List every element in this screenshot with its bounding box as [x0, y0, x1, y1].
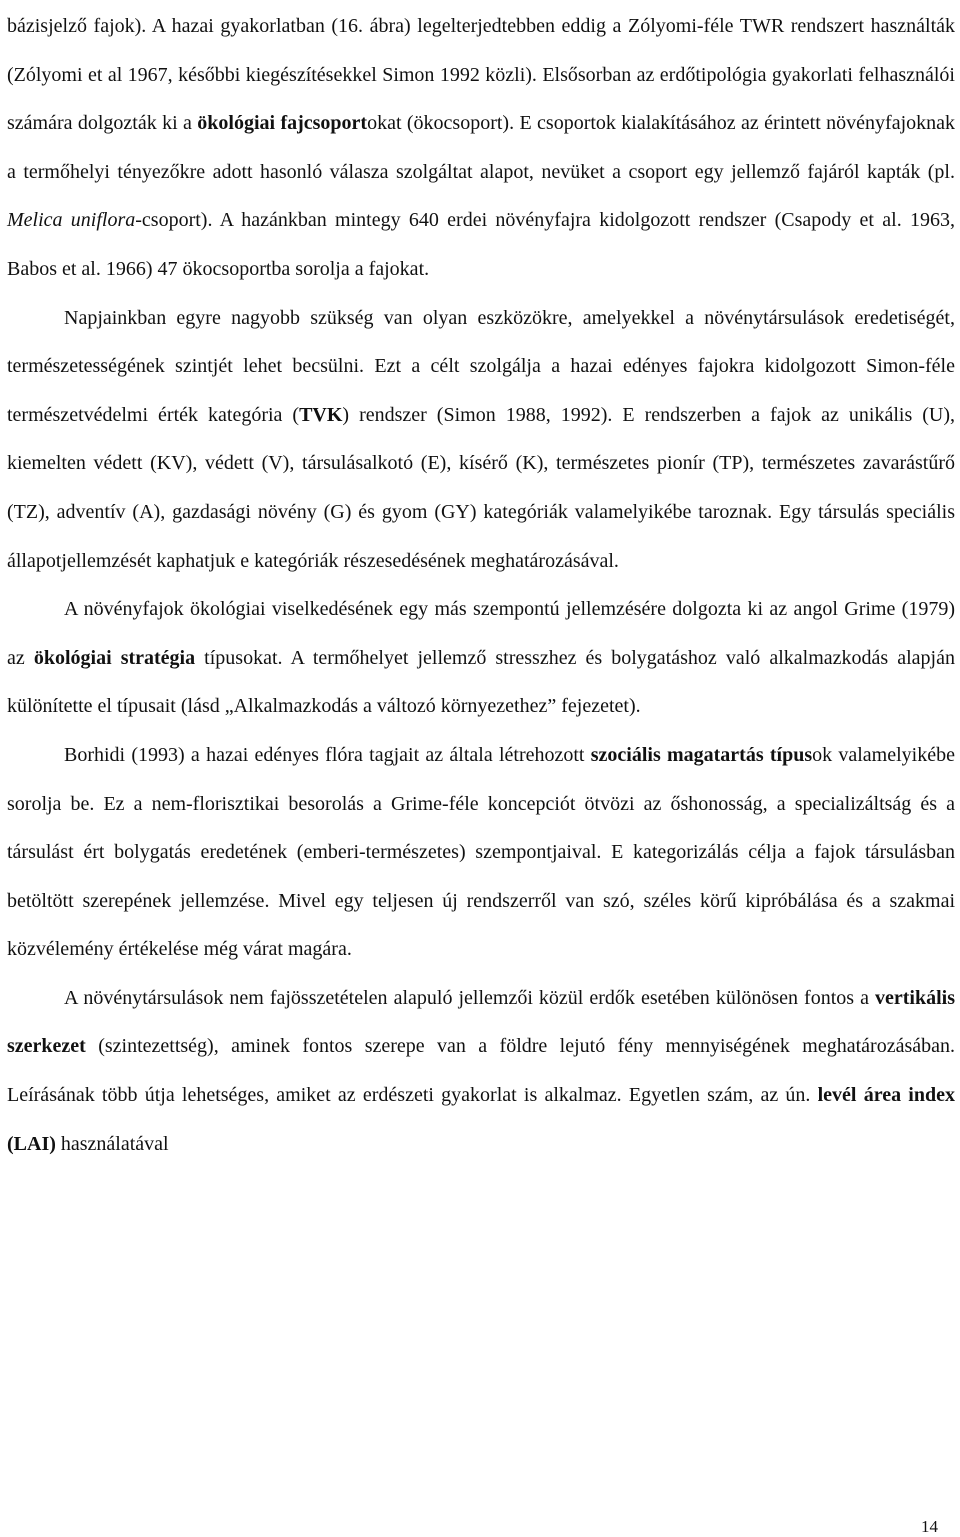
bold-term: ökológiai fajcsoport — [197, 112, 368, 135]
page-number: 14 — [921, 1517, 938, 1536]
text-run: okat (ökocsoport). E csoportok kialakításához az érintett növényfajoknak a termőhelyi tényezőkre adott hasonló válasza szolgáltat alapot, nevüket a csoport egy jellemző fajáról kapták (pl. — [7, 112, 956, 183]
text-run: használatával — [55, 1132, 169, 1155]
text-run: -csoport). A hazánkban mintegy 640 erdei növényfajra kidolgozott rendszer (Csapody et al. 1963, Babos et al. 1966) 47 ökocsoportba sorolja a fajokat. — [7, 209, 955, 280]
paragraph — [7, 294, 955, 586]
bold-term: vertikális szerkezet — [7, 986, 955, 1058]
paragraph — [7, 2, 955, 294]
text-run: Borhidi (1993) a hazai edényes flóra tagjait az általa létrehozott — [64, 743, 591, 766]
text-run: bázisjelző fajok). A hazai gyakorlatban (16. ábra) legelterjedtebben eddig a Zólyomi-féle TWR rendszert használták (Zólyomi et al 1967, későbbi kiegészítésekkel Simon 1992 közli). Elsősorban az erdőtipológia gyakorlati felhasználói számára dolgozták ki a — [7, 15, 955, 135]
text-run: (szintezettség), aminek fontos szerepe van a földre lejutó fény mennyiségének meghatározásában. Leírásának több útja lehetséges, amiket az erdészeti gyakorlat is alkalmaz. Egyetlen szám, az ún. — [7, 1035, 955, 1107]
text-run: Napjainkban egyre nagyobb szükség van olyan eszközökre, amelyekkel a növénytársulások eredetiségét, természetességének szintjét lehet becsülni. Ezt a célt szolgálja a hazai edényes fajokra kidolgozott Simon-féle természetvédelmi érték kategória ( — [7, 306, 955, 426]
paragraph — [7, 585, 955, 731]
text-run: ok valamelyikébe sorolja be. Ez a nem-florisztikai besorolás a Grime-féle koncepciót ötvözi az őshonosság, a specializáltság és a társulást ért bolygatás eredetének (emberi-természetes) szempontjaival. E kategorizálás célja a fajok társulásban betöltött szerepének jellemzése. Mivel egy teljesen új rendszerről van szó, széles körű kipróbálása és a szakmai közvélemény értékelése még várat magára. — [7, 743, 955, 961]
bold-term: ökológiai stratégia — [33, 646, 196, 669]
bold-term: levél área index (LAI) — [7, 1084, 955, 1155]
species-name: Melica uniflora — [7, 209, 136, 232]
text-run: típusokat. A termőhelyet jellemző stresszhez és bolygatáshoz való alkalmazkodás alapján különítette el típusait (lásd „Alkalmazkodás a változó környezethez” fejezetet). — [7, 646, 955, 718]
text-run: A növényfajok ökológiai viselkedésének egy más szempontú jellemzésére dolgozta ki az angol Grime (1979) az — [7, 598, 955, 669]
paragraph — [7, 974, 955, 1168]
body-text — [7, 2, 955, 1168]
bold-term: szociális magatartás típus — [590, 743, 813, 766]
paragraph — [7, 731, 955, 974]
text-run: A növénytársulások nem fajösszetételen alapuló jellemzői közül erdők esetében különösen fontos a — [64, 986, 875, 1009]
text-run: ) rendszer (Simon 1988, 1992). E rendszerben a fajok az unikális (U), kiemelten védett (KV), védett (V), társulásalkotó (E), kísérő (K), természetes pionír (TP), természetes zavarástűrő (TZ), adventív (A), gazdasági növény (G) és gyom (GY) kategóriák valamelyikébe taroznak. Egy társulás speciális állapotjellemzését kaphatjuk e kategóriák részesedésének meghatározásával. — [7, 403, 955, 572]
bold-term: TVK — [299, 403, 343, 426]
